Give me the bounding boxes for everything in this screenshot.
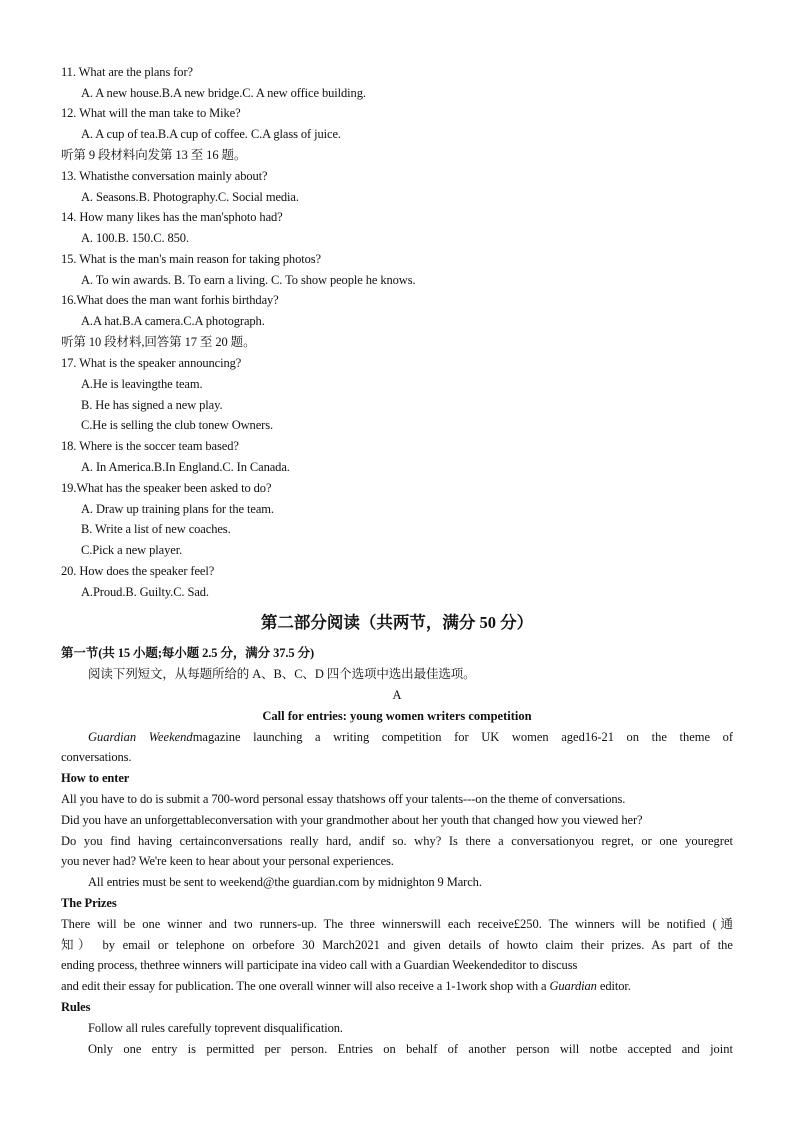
question-11-options: A. A new house.B.A new bridge.C. A new office building.: [81, 86, 366, 100]
question-15-options: A. To win awards. B. To earn a living. C. To show people he knows.: [81, 273, 416, 287]
prizes-line-3: ending process, thethree winners will participate ina video call with a Guardian Weekendeditor to discuss: [61, 958, 578, 972]
section-9-instruction: 听第 9 段材料向发第 13 至 16 题。: [61, 148, 247, 162]
question-16: 16.What does the man want forhis birthday?: [61, 293, 279, 307]
how-to-enter-heading: How to enter: [61, 771, 130, 785]
prizes-line-4-end: editor.: [596, 979, 631, 993]
question-16-options: A.A hat.B.A camera.C.A photograph.: [81, 314, 265, 328]
question-17-option-c: C.He is selling the club tonew Owners.: [81, 418, 274, 432]
rules-line-1: Follow all rules carefully toprevent disqualification.: [88, 1021, 343, 1035]
section-1-heading: 第一节(共 15 小题;每小题 2.5 分，满分 37.5 分): [61, 646, 315, 660]
question-12-options: A. A cup of tea.B.A cup of coffee. C.A glass of juice.: [81, 127, 341, 141]
question-13-options: A. Seasons.B. Photography.C. Social media.: [81, 190, 299, 204]
question-20-options: A.Proud.B. Guilty.C. Sad.: [81, 585, 209, 599]
intro-text: magazine launching a writing competition for UK women aged16-21 on the theme of: [192, 730, 733, 744]
question-14: 14. How many likes has the man'sphoto had?: [61, 210, 283, 224]
intro-line-1: [88, 729, 733, 745]
how-line-5: All entries must be sent to weekend@the guardian.com by midnighton 9 March.: [88, 875, 482, 889]
rules-line-2: Only one entry is permitted per person. Entries on behalf of another person will notbe accepted and joint: [88, 1042, 733, 1056]
question-19: 19.What has the speaker been asked to do?: [61, 481, 272, 495]
question-14-options: A. 100.B. 150.C. 850.: [81, 231, 189, 245]
question-19-option-b: B. Write a list of new coaches.: [81, 522, 231, 536]
prizes-line-2: 知） by email or telephone on orbefore 30 March2021 and given details of howto claim their prizes. As part of the: [61, 938, 733, 952]
question-19-option-c: C.Pick a new player.: [81, 543, 183, 557]
prizes-line-1: There will be one winner and two runners-up. The three winnerswill each receive£250. The winners will be notified (通: [61, 917, 733, 931]
passage-title: Call for entries: young women writers competition: [262, 709, 532, 723]
prizes-heading: The Prizes: [61, 896, 117, 910]
reading-instruction: 阅读下列短文，从每题所给的 A、B、C、D 四个选项中选出最佳选项。: [88, 667, 476, 681]
question-18-options: A. In America.B.In England.C. In Canada.: [81, 460, 290, 474]
question-15: 15. What is the man's main reason for taking photos?: [61, 252, 321, 266]
question-17-option-b: B. He has signed a new play.: [81, 398, 223, 412]
section-10-instruction: 听第 10 段材料,回答第 17 至 20 题。: [61, 335, 256, 349]
intro-line-2: conversations.: [61, 750, 132, 764]
question-12: 12. What will the man take to Mike?: [61, 106, 241, 120]
how-line-3: Do you find having certainconversations really hard, andif so. why? Is there a conversationyou regret, or one youregret: [61, 834, 733, 848]
how-line-1: All you have to do is submit a 700-word personal essay thatshows off your talents---on the theme of conversations.: [61, 792, 626, 806]
guardian-name: Guardian: [549, 979, 597, 993]
rules-heading: Rules: [61, 1000, 91, 1014]
passage-letter: A: [392, 688, 402, 702]
part-2-title: 第二部分阅读（共两节，满分 50 分）: [260, 613, 534, 632]
question-18: 18. Where is the soccer team based?: [61, 439, 239, 453]
question-17-option-a: A.He is leavingthe team.: [81, 377, 203, 391]
question-11: 11. What are the plans for?: [61, 65, 193, 79]
question-17: 17. What is the speaker announcing?: [61, 356, 242, 370]
how-line-4: you never had? We're keen to hear about your personal experiences.: [61, 854, 394, 868]
how-line-2: Did you have an unforgettableconversation with your grandmother about her youth that changed how you viewed her?: [61, 813, 643, 827]
question-13: 13. Whatisthe conversation mainly about?: [61, 169, 268, 183]
question-20: 20. How does the speaker feel?: [61, 564, 215, 578]
magazine-name: Guardian Weekend: [88, 730, 193, 744]
prizes-line-4-start: and edit their essay for publication. The one overall winner will also receive a 1-1work shop with a: [61, 979, 550, 993]
question-19-option-a: A. Draw up training plans for the team.: [81, 502, 274, 516]
prizes-line-4: [61, 978, 631, 994]
